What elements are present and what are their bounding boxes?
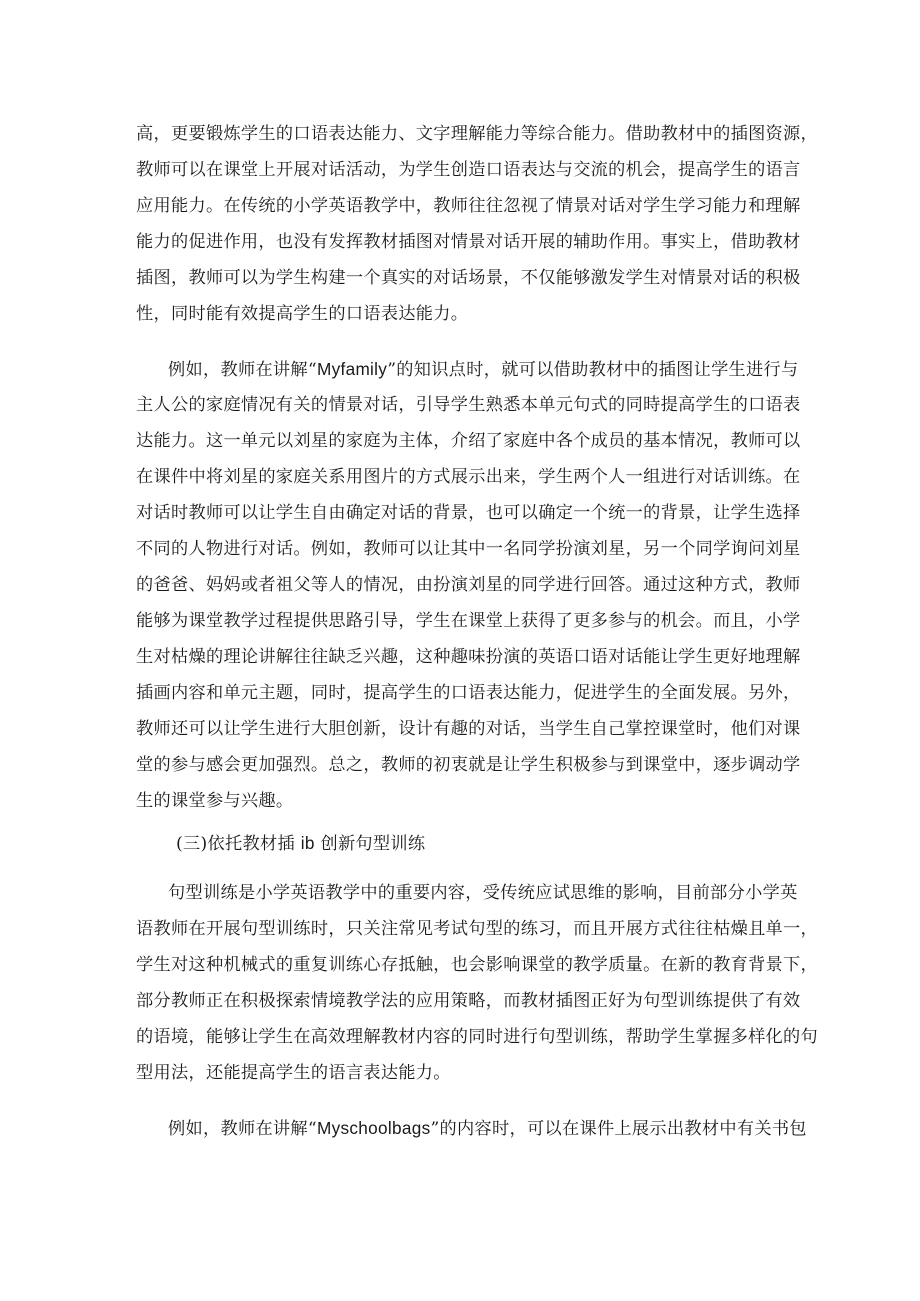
text-line: 在课件中将刘星的家庭关系用图片的方式展示出来，学生两个人一组进行对话训练。在 (136, 467, 801, 487)
section-heading: (三)依托教材插 ib 创新句型训练 (176, 833, 426, 854)
text-line: 例如，教师在讲解“Myschoolbags”的内容时，可以在课件上展示出教材中有关书包 (168, 1118, 807, 1139)
text-line: 对话时教师可以让学生自由确定对话的背景，也可以确定一个统一的背景，让学生选择 (136, 503, 801, 523)
text-line: 堂的参与感会更加强烈。总之，教师的初衷就是让学生积极参与到课堂中，逐步调动学 (136, 755, 801, 775)
text-line: 生的课堂参与兴趣。 (136, 791, 294, 811)
text-line: 教师可以在课堂上开展对话活动，为学生创造口语表达与交流的机会，提高学生的语言 (136, 160, 801, 180)
text-line: 学生对这种机械式的重复训练心存抵触，也会影响课堂的教学质量。在新的教育背景下， (136, 955, 819, 975)
text-line: 的语境，能够让学生在高效理解教材内容的同时进行句型训练，帮助学生掌握多样化的句 (136, 1027, 819, 1047)
latin-text: Myschoolbags (317, 1118, 431, 1138)
text-line: 应用能力。在传统的小学英语教学中，教师往往忽视了情景对话对学生学习能力和理解 (136, 196, 801, 216)
latin-text: Myfamily (317, 359, 388, 379)
text-line: 高，更要锻炼学生的口语表达能力、文字理解能力等综合能力。借助教材中的插图资源， (136, 124, 819, 144)
text-line: 能够为课堂教学过程提供思路引导，学生在课堂上获得了更多参与的机会。而且，小学 (136, 611, 801, 631)
text-line: 能力的促进作用，也没有发挥教材插图对情景对话开展的辅助作用。事实上，借助教材 (136, 232, 801, 252)
text-line: 例如，教师在讲解“Myfamily”的知识点时，就可以借助教材中的插图让学生进行与 (168, 359, 799, 380)
text-line: 的爸爸、妈妈或者祖父等人的情况，由扮演刘星的同学进行回答。通过这种方式，教师 (136, 575, 801, 595)
text-line: 达能力。这一单元以刘星的家庭为主体，介绍了家庭中各个成员的基本情况，教师可以 (136, 431, 801, 451)
text-line: 部分教师正在积极探索情境教学法的应用策略，而教材插图正好为句型训练提供了有效 (136, 991, 801, 1011)
text-line: 教师还可以让学生进行大胆创新，设计有趣的对话，当学生自己掌控课堂时，他们对课 (136, 719, 801, 739)
text-line: 插图，教师可以为学生构建一个真实的对话场景，不仅能够激发学生对情景对话的积极 (136, 268, 801, 288)
text-line: 性，同时能有效提高学生的口语表达能力。 (136, 304, 469, 324)
text-line: 句型训练是小学英语教学中的重要内容，受传统应试思维的影响，目前部分小学英 (168, 883, 798, 903)
text-line: 插画内容和单元主题，同时，提高学生的口语表达能力，促进学生的全面发展。另外， (136, 683, 801, 703)
text-line: 不同的人物进行对话。例如，教师可以让其中一名同学扮演刘星，另一个同学询问刘星 (136, 539, 801, 559)
latin-text: ib (300, 833, 315, 853)
text-line: 型用法，还能提高学生的语言表达能力。 (136, 1063, 451, 1083)
text-line: 生对枯燥的理论讲解往往缺乏兴趣，这种趣味扮演的英语口语对话能让学生更好地理解 (136, 647, 801, 667)
text-line: 语教师在开展句型训练时，只关注常见考试句型的练习，而且开展方式往往枯燥且单一， (136, 919, 819, 939)
text-line: 主人公的家庭情况有关的情景对话，引导学生熟悉本单元句式的同時提高学生的口语表 (136, 395, 801, 415)
